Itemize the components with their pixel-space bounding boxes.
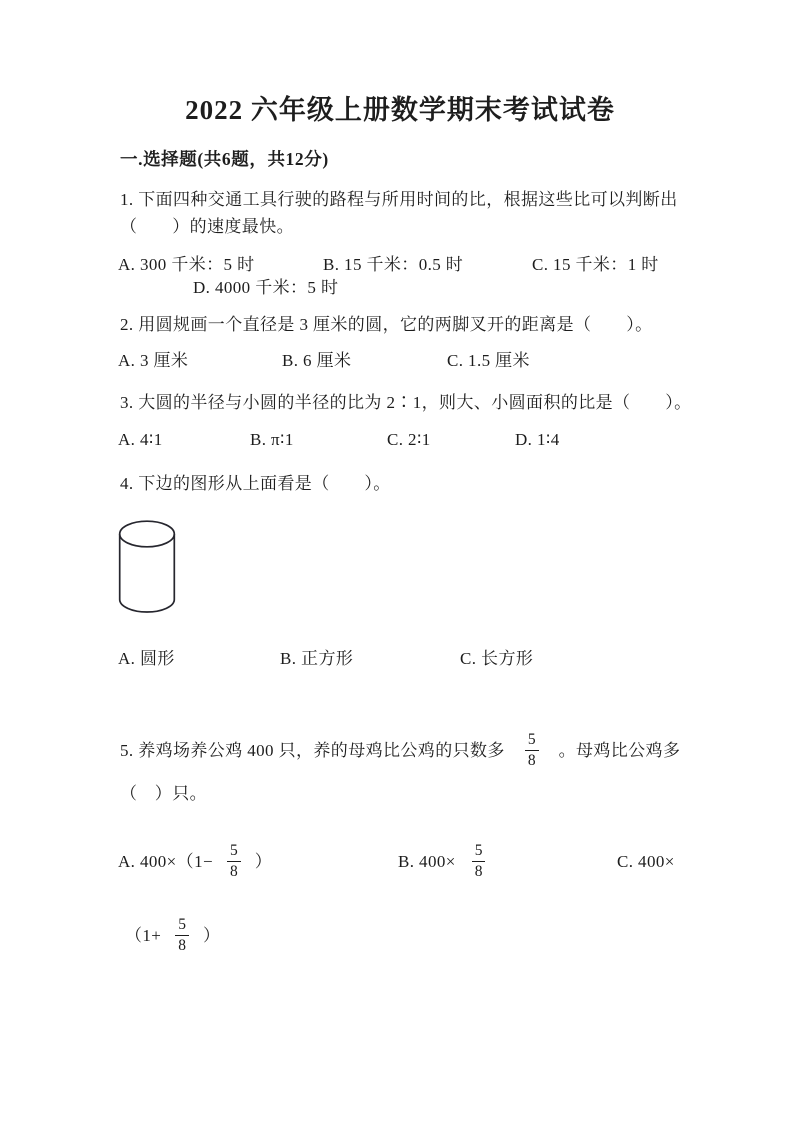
q4-option-b: B. 正方形: [280, 649, 354, 668]
q3-stem: 3. 大圆的半径与小圆的半径的比为 2∶1，则大、小圆面积的比是（ ）。: [120, 393, 692, 412]
exam-title: 2022 六年级上册数学期末考试试卷: [185, 95, 615, 125]
q5-option-c-continued: [125, 916, 220, 955]
fraction-5-8: $\frac{5}{8}$: [227, 842, 241, 881]
q2-stem: 2. 用圆规画一个直径是 3 厘米的圆，它的两脚叉开的距离是（ ）。: [120, 315, 653, 334]
q2-option-a: A. 3 厘米: [118, 351, 189, 370]
q3-option-a: A. 4∶1: [118, 430, 163, 449]
q4-option-a: A. 圆形: [118, 649, 175, 668]
section-heading: 一.选择题(共6题，共12分): [120, 149, 329, 169]
q1-option-d: D. 4000 千米：5 时: [193, 278, 339, 297]
q5-option-a-prefix: A. 400×（1−: [118, 851, 213, 871]
q3-option-c: C. 2∶1: [387, 430, 431, 449]
q1-stem-line2: （ ）的速度最快。: [120, 217, 294, 236]
q1-stem-line1: 1. 下面四种交通工具行驶的路程与所用时间的比，根据这些比可以判断出: [120, 190, 678, 209]
q5-option-b: [398, 842, 485, 881]
q1-option-a: A. 300 千米：5 时: [118, 255, 255, 274]
fraction-5-8: [525, 731, 539, 770]
cylinder-icon: [118, 520, 176, 614]
q5-option-a-suffix: ）: [254, 851, 273, 871]
q2-option-c: C. 1.5 厘米: [447, 351, 530, 370]
q5-stem-line2: （ ）只。: [120, 784, 207, 803]
fraction-denominator: 8: [527, 751, 536, 769]
q5-stem-line1: [120, 731, 680, 770]
q5-option-c-cont-prefix: （1+: [125, 925, 162, 945]
q2-option-b: B. 6 厘米: [282, 351, 352, 370]
fraction-5-8: $\frac{5}{8}$: [175, 916, 189, 955]
q4-stem: 4. 下边的图形从上面看是（ ）。: [120, 474, 391, 493]
cylinder-figure: [118, 520, 176, 619]
q5-option-b-prefix: B. 400×: [398, 851, 456, 871]
q1-option-c: C. 15 千米：1 时: [532, 255, 659, 274]
fraction-numerator: 5: [525, 731, 539, 751]
q5-option-a: [118, 842, 272, 881]
q5-stem-before: 5. 养鸡场养公鸡 400 只，养的母鸡比公鸡的只数多: [120, 740, 505, 760]
q5-option-c-cont-suffix: ）: [203, 925, 221, 945]
q3-option-d: D. 1∶4: [515, 430, 560, 449]
q1-option-b: B. 15 千米：0.5 时: [323, 255, 464, 274]
q4-option-c: C. 长方形: [460, 649, 534, 668]
q5-option-c: C. 400×: [617, 852, 675, 871]
q3-option-b: B. π∶1: [250, 430, 294, 449]
q5-stem-after: 。母鸡比公鸡多: [558, 740, 681, 760]
fraction-5-8: $\frac{5}{8}$: [472, 842, 486, 881]
